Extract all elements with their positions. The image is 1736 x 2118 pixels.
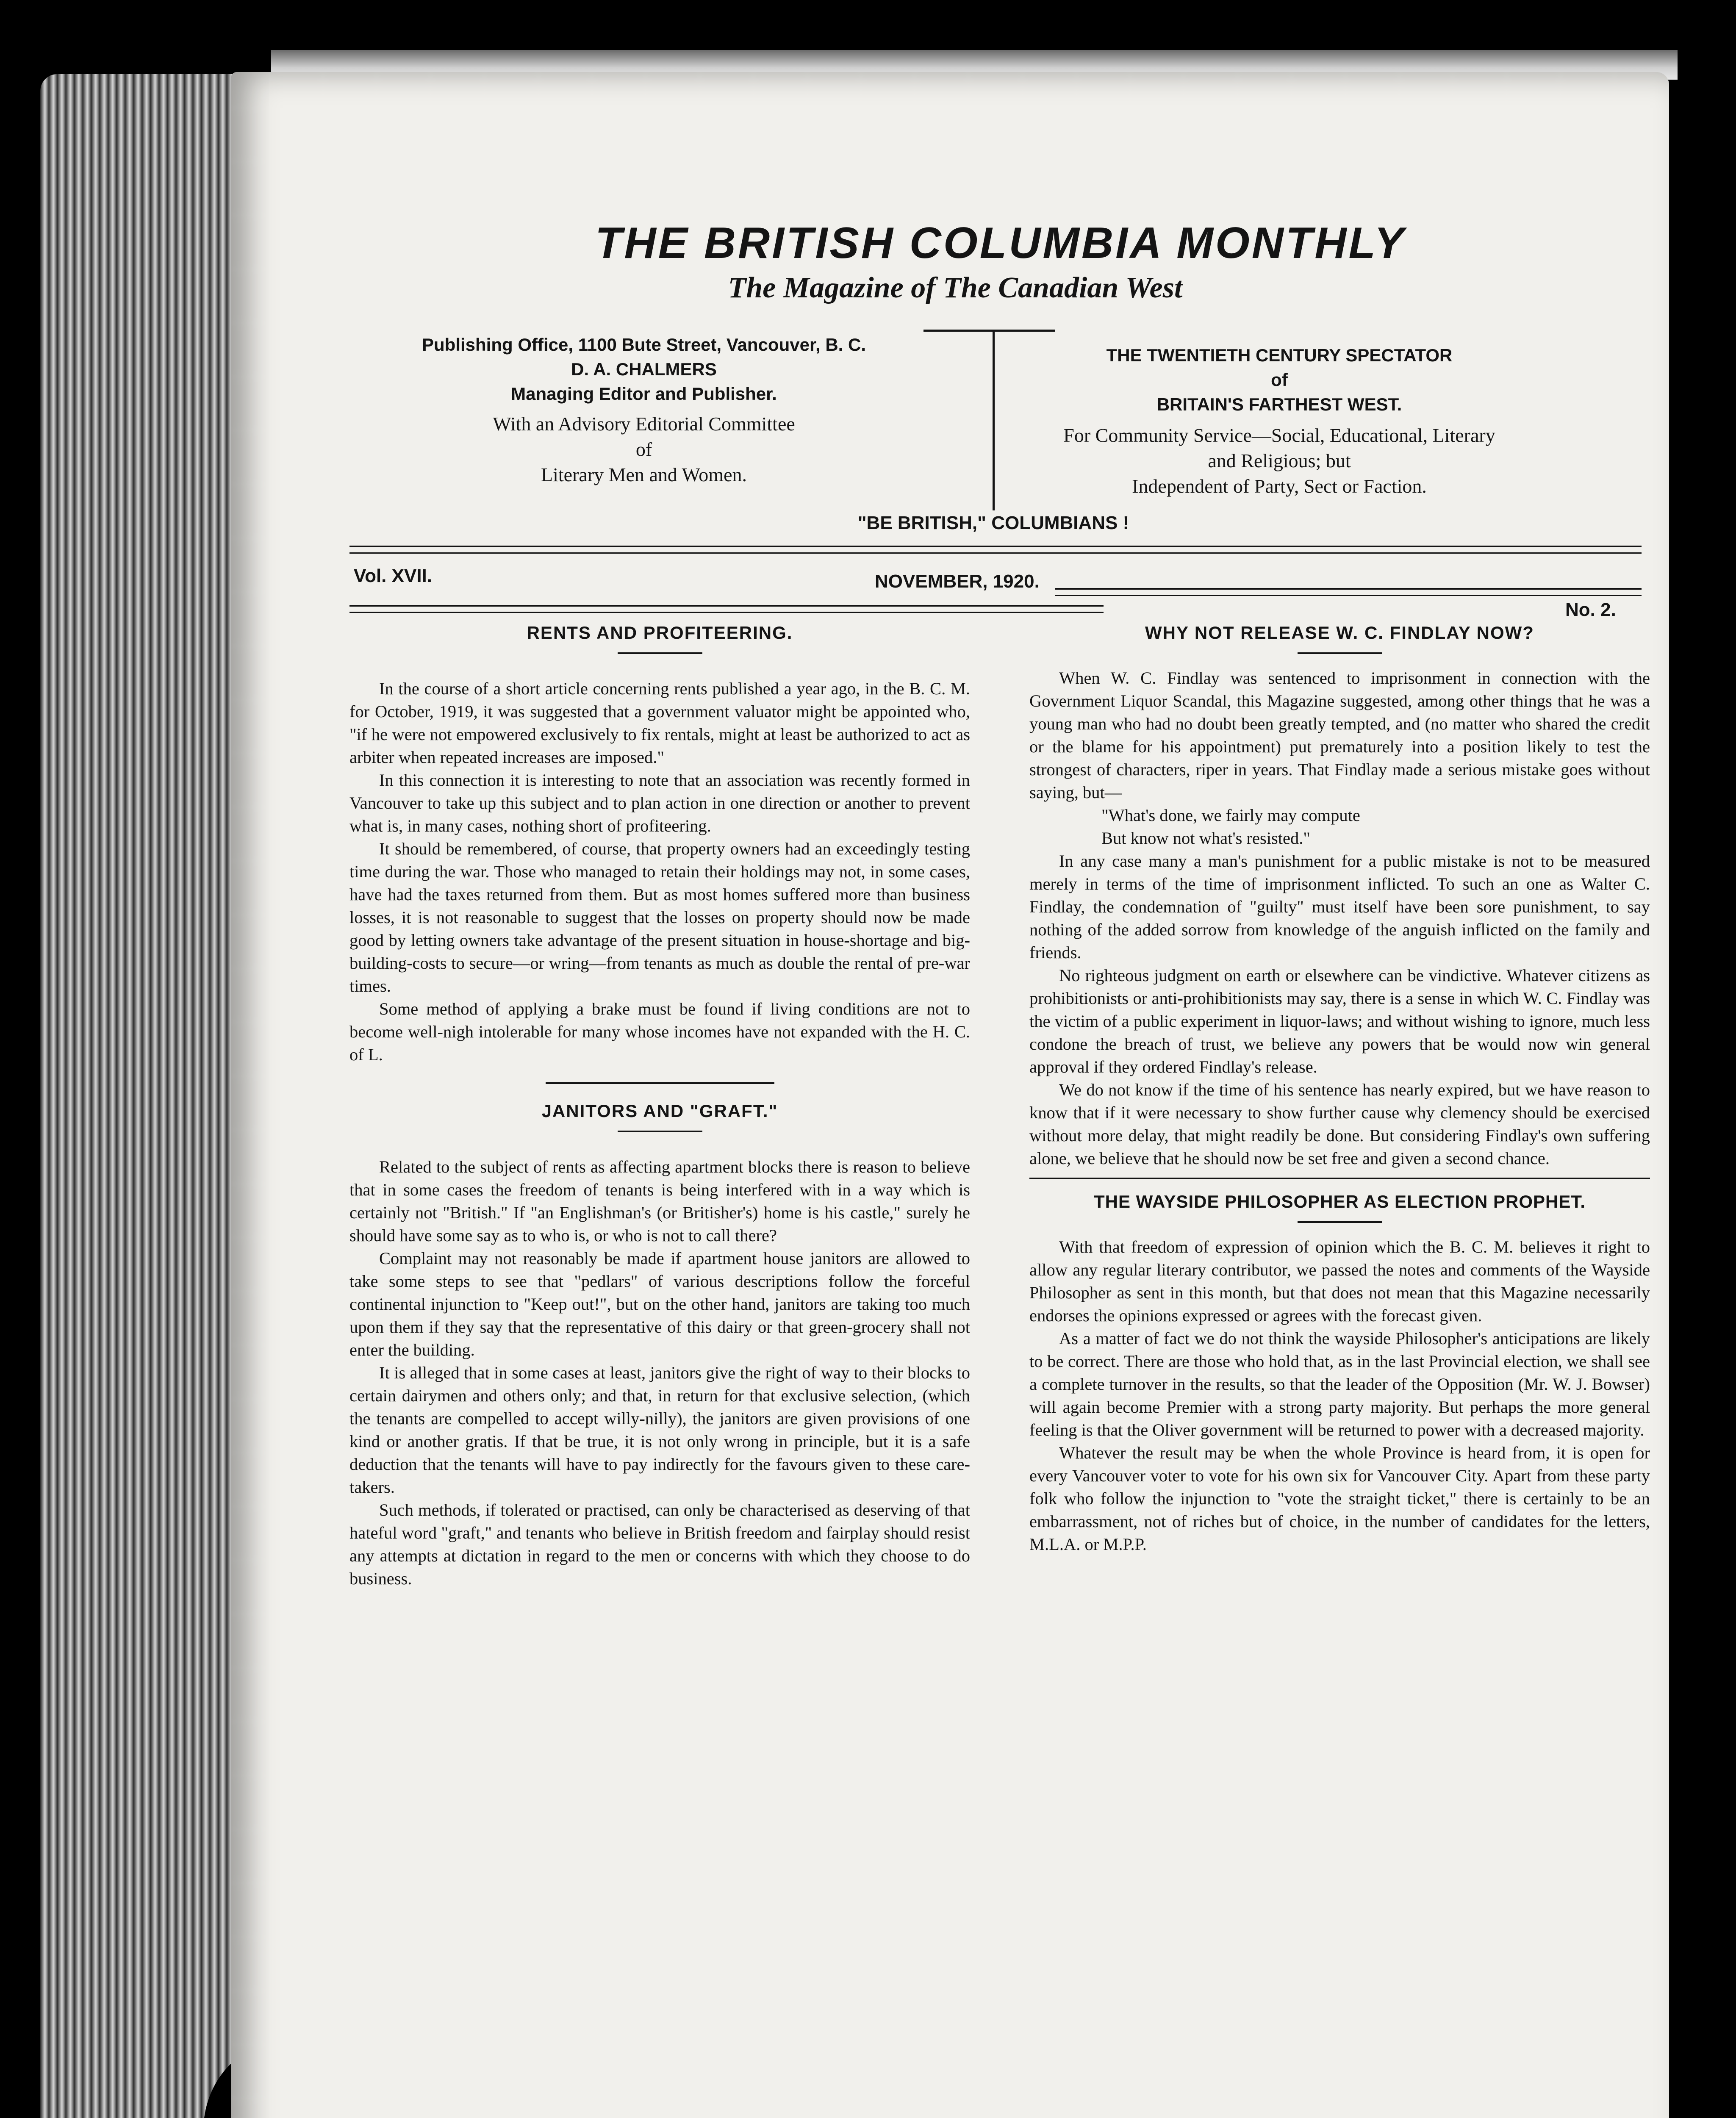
left-column xyxy=(349,623,970,1590)
editor-name: D. A. CHALMERS xyxy=(571,359,717,379)
article-headline: WHY NOT RELEASE W. C. FINDLAY NOW? xyxy=(1145,623,1534,643)
spectator-line: of xyxy=(1271,370,1288,390)
article-paragraph: With that freedom of expression of opinion which the B. C. M. believes it right to allow any regular literary contributor, we passed the notes and comments of the Wayside Philosopher as sent in this month, but that does not mean that this Magazine necessarily endorses the opinions expressed or agrees with the forecast given. xyxy=(1029,1237,1650,1325)
article-paragraph: It is alleged that in some cases at least, janitors give the right of way to their blocks to certain dairymen and others only; and that, in return for that exclusive selection, (which the tenants are compelled to accept willy-nilly), the janitors are given provisions of one kind or another gratis. If that be true, it is not only wrong in principle, but it is a safe deduction that the tenants will have to pay indirectly for the favours given to these care-takers. xyxy=(349,1363,970,1497)
headline-rule xyxy=(618,1131,702,1132)
spectator-line: Independent of Party, Sect or Faction. xyxy=(1132,475,1427,497)
editor-role: Managing Editor and Publisher. xyxy=(511,384,777,404)
article-findlay xyxy=(1029,623,1650,1170)
article-wayside xyxy=(1029,1192,1650,1556)
article-paragraph: Some method of applying a brake must be found if living conditions are not to become well-nigh intolerable for many whose incomes have not expanded with the H. C. of L. xyxy=(349,999,970,1064)
masthead-rule xyxy=(923,330,1055,332)
committee-line: Literary Men and Women. xyxy=(541,464,747,485)
spectator-line: BRITAIN'S FARTHEST WEST. xyxy=(1156,394,1402,414)
article-paragraph: In this connection it is interesting to note that an association was recently formed in Vancouver to take up this subject and to plan action in one direction or another to prevent what is, in many cases, nothing short of profiteering. xyxy=(349,771,970,835)
committee-line: of xyxy=(635,438,652,460)
verse-line: But know not what's resisted." xyxy=(1101,829,1310,848)
spectator-info xyxy=(993,343,1565,499)
article-paragraph: We do not know if the time of his sentence has nearly expired, but we have reason to know that if it were necessary to show further cause why clemency should be exercised without more delay, that might readily be done. But considering Findlay's own suffering alone, we believe that he should now be set free and given a second chance. xyxy=(1029,1080,1650,1168)
issue-bottom-rule xyxy=(349,605,1104,613)
article-paragraph: Complaint may not reasonably be made if apartment house janitors are allowed to take some steps to see that "pedlars" of various descriptions follow the forceful continental injunction to "Keep out!", but on the other hand, janitors are taking too much upon them if they say that the representative of this dairy or that green-grocery shall not enter the building. xyxy=(349,1249,970,1359)
headline-rule xyxy=(1298,652,1382,654)
article-paragraph: When W. C. Findlay was sentenced to imprisonment in connection with the Government Liquor Scandal, this Magazine suggested, among other things that he was a young man who had no doubt been greatly tempted, and (no matter who shared the credit or the blame for his appointment) put prematurely into a position likely to test the strongest of characters, riper in years. That Findlay made a serious mistake goes without saying, but— xyxy=(1029,668,1650,802)
article-paragraph: No righteous judgment on earth or elsewhere can be vindictive. Whatever citizens as prohibitionists or anti-prohibitionists may say, there is a sense in which W. C. Findlay was the victim of a public experiment in liquor-laws; and without wishing to ignore, much less condone the breach of trust, we believe any powers that be would now win general approval if they ordered Findlay's release. xyxy=(1029,966,1650,1076)
article-headline: RENTS AND PROFITEERING. xyxy=(527,623,793,643)
verse-line: "What's done, we fairly may compute xyxy=(1101,806,1360,825)
spectator-line: For Community Service—Social, Educational, Literary xyxy=(1063,424,1495,446)
article-headline: THE WAYSIDE PHILOSOPHER AS ELECTION PROPHET. xyxy=(1093,1192,1586,1211)
masthead-subtitle: The Magazine of The Canadian West xyxy=(728,272,1183,304)
article-paragraph: Related to the subject of rents as affecting apartment blocks there is reason to believe that in some cases the freedom of tenants is being interfered with in a way which is certainly not "British." If "an Englishman's (or Britisher's) home is his castle," surely he should have some say as to who is, or who is not to call there? xyxy=(349,1157,970,1245)
issue-number: No. 2. xyxy=(1565,599,1616,620)
article-paragraph: It should be remembered, of course, that property owners had an exceedingly testing time during the war. Those who managed to retain their holdings may not, in some cases, have had the taxes returned from them. But as most homes suffered more than business losses, it is not reasonable to suggest that the losses on property should now be made good by letting owners take advantage of the present situation in house-shortage and big-building-costs to secure—or wring—from tenants as much as double the rental of pre-war times. xyxy=(349,839,970,995)
article-paragraph: In any case many a man's punishment for a public mistake is not to be measured merely in terms of the time of imprisonment inflicted. To such an one as Walter C. Findlay, the condemnation of "guilty" must itself have been sore punishment, to say nothing of the added sorrow from knowledge of the anguish inflicted on the family and friends. xyxy=(1029,851,1650,962)
issue-top-rule xyxy=(349,546,1642,554)
committee-line: With an Advisory Editorial Committee xyxy=(493,413,795,435)
article-paragraph: Whatever the result may be when the whole Province is heard from, it is open for every Vancouver voter to vote for his own six for Vancouver City. Apart from these party folk who follow the injunction to "vote the straight ticket," there is certainly to be an embarrassment, not of riches but of choice, in the number of candidates for the letters, M.L.A. or M.P.P. xyxy=(1029,1443,1650,1554)
spectator-line: THE TWENTIETH CENTURY SPECTATOR xyxy=(1106,345,1453,365)
publisher-info xyxy=(377,333,911,488)
headline-rule xyxy=(1298,1221,1382,1223)
volume-label: Vol. XVII. xyxy=(354,566,433,586)
publishing-office: Publishing Office, 1100 Bute Street, Vancouver, B. C. xyxy=(422,335,866,355)
section-divider xyxy=(546,1082,774,1084)
magazine-page xyxy=(231,72,1669,2118)
issue-date: NOVEMBER, 1920. xyxy=(875,571,1040,592)
article-rents xyxy=(349,623,970,1066)
masthead-title: THE BRITISH COLUMBIA MONTHLY xyxy=(595,219,1406,268)
motto: "BE BRITISH," COLUMBIANS ! xyxy=(857,513,1129,533)
article-headline: JANITORS AND "GRAFT." xyxy=(541,1101,778,1121)
spectator-line: and Religious; but xyxy=(1208,450,1351,471)
article-janitors xyxy=(349,1101,970,1590)
article-paragraph: As a matter of fact we do not think the wayside Philosopher's anticipations are likely to be correct. There are those who hold that, as in the last Provincial election, we shall see a complete turnover in the results, so that the leader of the Opposition (Mr. W. J. Bowser) will again become Premier with a strong party majority. But perhaps the more general feeling is that the Oliver government will be returned to power with a decreased majority. xyxy=(1029,1329,1650,1439)
headline-rule xyxy=(618,652,702,654)
article-paragraph: Such methods, if tolerated or practised, can only be characterised as deserving of that hateful word "graft," and tenants who believe in British freedom and fairplay should resist any attempts at dictation in regard to the men or concerns with which they choose to do business. xyxy=(349,1500,970,1588)
article-paragraph: In the course of a short article concerning rents published a year ago, in the B. C. M. for October, 1919, it was suggested that a government valuator might be appointed who, "if he were not empowered exclusively to fix rentals, might at least be authorized to act as arbiter when repeated increases are imposed." xyxy=(349,679,970,767)
section-divider xyxy=(1029,1178,1650,1179)
right-column xyxy=(1029,623,1650,1556)
bound-page-edges xyxy=(40,74,239,2118)
issue-mid-rule xyxy=(1055,588,1642,596)
